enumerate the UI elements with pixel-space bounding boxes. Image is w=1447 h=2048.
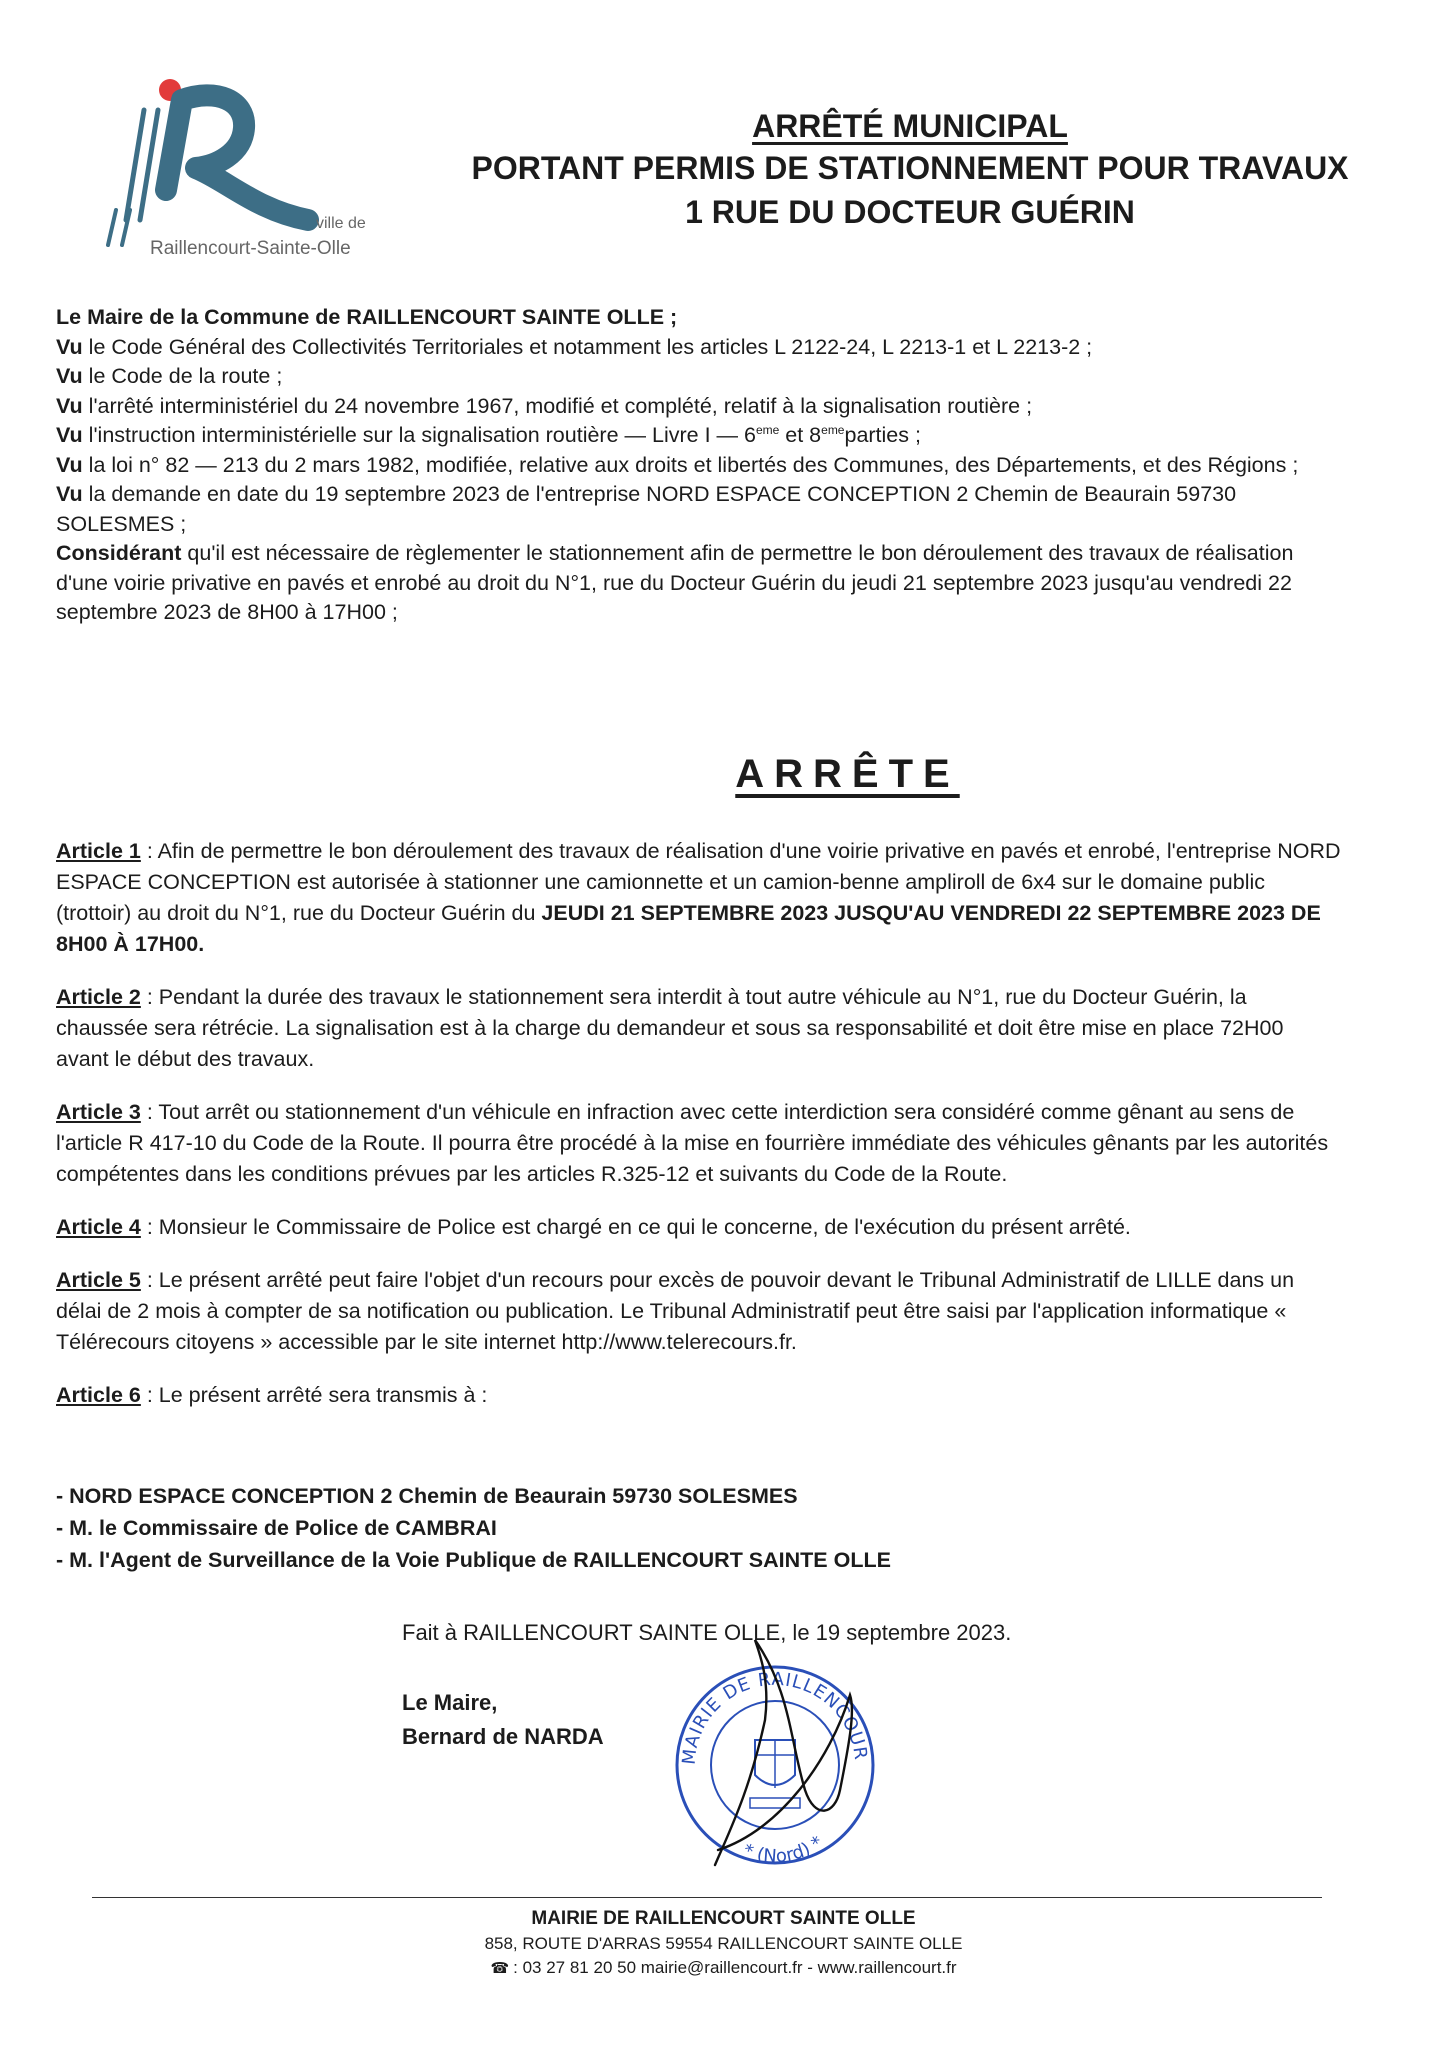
signatory-name: Bernard de NARDA — [402, 1724, 604, 1749]
footer-address: 858, ROUTE D'ARRAS 59554 RAILLENCOURT SAINTE OLLE — [484, 1934, 963, 1953]
footer-divider — [92, 1897, 1322, 1898]
page-subtitle: PORTANT PERMIS DE STATIONNEMENT POUR TRAVAUX — [471, 150, 1349, 186]
stamp-seal-icon — [640, 1600, 900, 1900]
considerant-line: Considérant qu'il est nécessaire de règlementer le stationnement afin de permettre le bon déroulement des travaux de réalisation d'une voirie privative en pavés et enrobé au droit du N°1, rue du Docteur Guérin du jeudi 21 septembre 2023 jusqu'au vendredi 22 septembre 2023 de 8H00 à 17H00 ; — [56, 541, 1294, 624]
done-at-line: Fait à RAILLENCOURT SAINTE OLLE, le 19 septembre 2023. — [402, 1620, 1012, 1645]
article-6: Article 6 : Le présent arrêté sera transmis à : — [56, 1383, 488, 1407]
list-item: - NORD ESPACE CONCEPTION 2 Chemin de Beaurain 59730 SOLESMES — [56, 1484, 798, 1508]
vu-line: Vu la demande en date du 19 septembre 2023 de l'entreprise NORD ESPACE CONCEPTION 2 Chemin de Beaurain 59730 SOLESMES ; — [56, 482, 1237, 536]
article-1: Article 1 : Afin de permettre le bon déroulement des travaux de réalisation d'une voirie privative en pavés et enrobé, l'entreprise NORD ESPACE CONCEPTION est autorisée à stationner une camionnette et un camion-benne ampliroll de 6x4 sur le domaine public (trottoir) au droit du N°1, rue du Docteur Guérin du JEUDI 21 SEPTEMBRE 2023 JUSQU'AU VENDREDI 22 SEPTEMBRE 2023 DE 8H00 À 17H00. — [56, 839, 1341, 956]
commune-logo — [96, 70, 396, 260]
article-5: Article 5 : Le présent arrêté peut faire l'objet d'un recours pour excès de pouvoir devant le Tribunal Administratif de LILLE dans un délai de 2 mois à compter de sa notification ou publication. Le Tribunal Administratif peut être saisi par l'application informatique « Télérecours citoyens » accessible par le site internet http://www.telerecours.fr. — [56, 1268, 1295, 1354]
document-title-block — [420, 106, 1400, 234]
articles — [56, 836, 1341, 1411]
article-3: Article 3 : Tout arrêt ou stationnement d'un véhicule en infraction avec cette interdiction sera considéré comme gênant au sens de l'article R 417-10 du Code de la Route. Il pourra être procédé à la mise en fourrière immédiate des véhicules gênants par les autorités compétentes dans les conditions prévues par les articles R.325-12 et suivants du Code de la Route. — [56, 1100, 1329, 1186]
vu-line: Vu l'arrêté interministériel du 24 novembre 1967, modifié et complété, relatif à la signalisation routière ; — [56, 393, 1033, 418]
logo-ville-de: ville de — [316, 215, 366, 232]
list-item: - M. l'Agent de Surveillance de la Voie Publique de RAILLENCOURT SAINTE OLLE — [56, 1548, 891, 1572]
footer-contact: ☎ : 03 27 81 20 50 mairie@raillencourt.fr - www.raillencourt.fr — [0, 1956, 1447, 1981]
official-stamp — [640, 1600, 900, 1900]
recipients-list — [56, 1480, 891, 1576]
list-item: - M. le Commissaire de Police de CAMBRAI — [56, 1516, 497, 1540]
maire-line: Le Maire de la Commune de RAILLENCOURT SAINTE OLLE ; — [56, 305, 678, 329]
svg-text:* (Nord) *: * (Nord) * — [740, 1832, 827, 1868]
footer — [0, 1906, 1447, 1981]
phone-icon: ☎ — [490, 1960, 510, 1977]
article-2: Article 2 : Pendant la durée des travaux le stationnement sera interdit à tout autre véhicule au N°1, rue du Docteur Guérin, la chaussée sera rétrécie. La signalisation est à la charge du demandeur et sous sa responsabilité et doit être mise en place 72H00 avant le début des travaux. — [56, 985, 1284, 1071]
page-address: 1 RUE DU DOCTEUR GUÉRIN — [685, 194, 1135, 230]
preamble — [56, 303, 1341, 628]
vu-line: Vu la loi n° 82 — 213 du 2 mars 1982, modifiée, relative aux droits et libertés des Communes, des Départements, et des Régions ; — [56, 452, 1299, 477]
logo-commune-name: Raillencourt-Sainte-Olle — [150, 238, 351, 259]
page-title: ARRÊTÉ MUNICIPAL — [752, 108, 1068, 144]
footer-name: MAIRIE DE RAILLENCOURT SAINTE OLLE — [531, 1908, 916, 1929]
vu-line: Vu l'instruction interministérielle sur la signalisation routière — Livre I — 6eme et 8emeparties ; — [56, 422, 921, 447]
svg-text:MAIRIE DE RAILLENCOURT SAINTE: MAIRIE DE RAILLENCOUR — [678, 1668, 871, 1766]
signatory — [402, 1686, 604, 1754]
arrete-heading: ARRÊTE — [735, 752, 960, 796]
vu-line: Vu le Code Général des Collectivités Territoriales et notamment les articles L 2122-24, L 2213-1 et L 2213-2 ; — [56, 334, 1093, 359]
signatory-role: Le Maire, — [402, 1690, 498, 1715]
article-4: Article 4 : Monsieur le Commissaire de Police est chargé en ce qui le concerne, de l'exécution du présent arrêté. — [56, 1215, 1131, 1239]
vu-line: Vu le Code de la route ; — [56, 364, 283, 388]
